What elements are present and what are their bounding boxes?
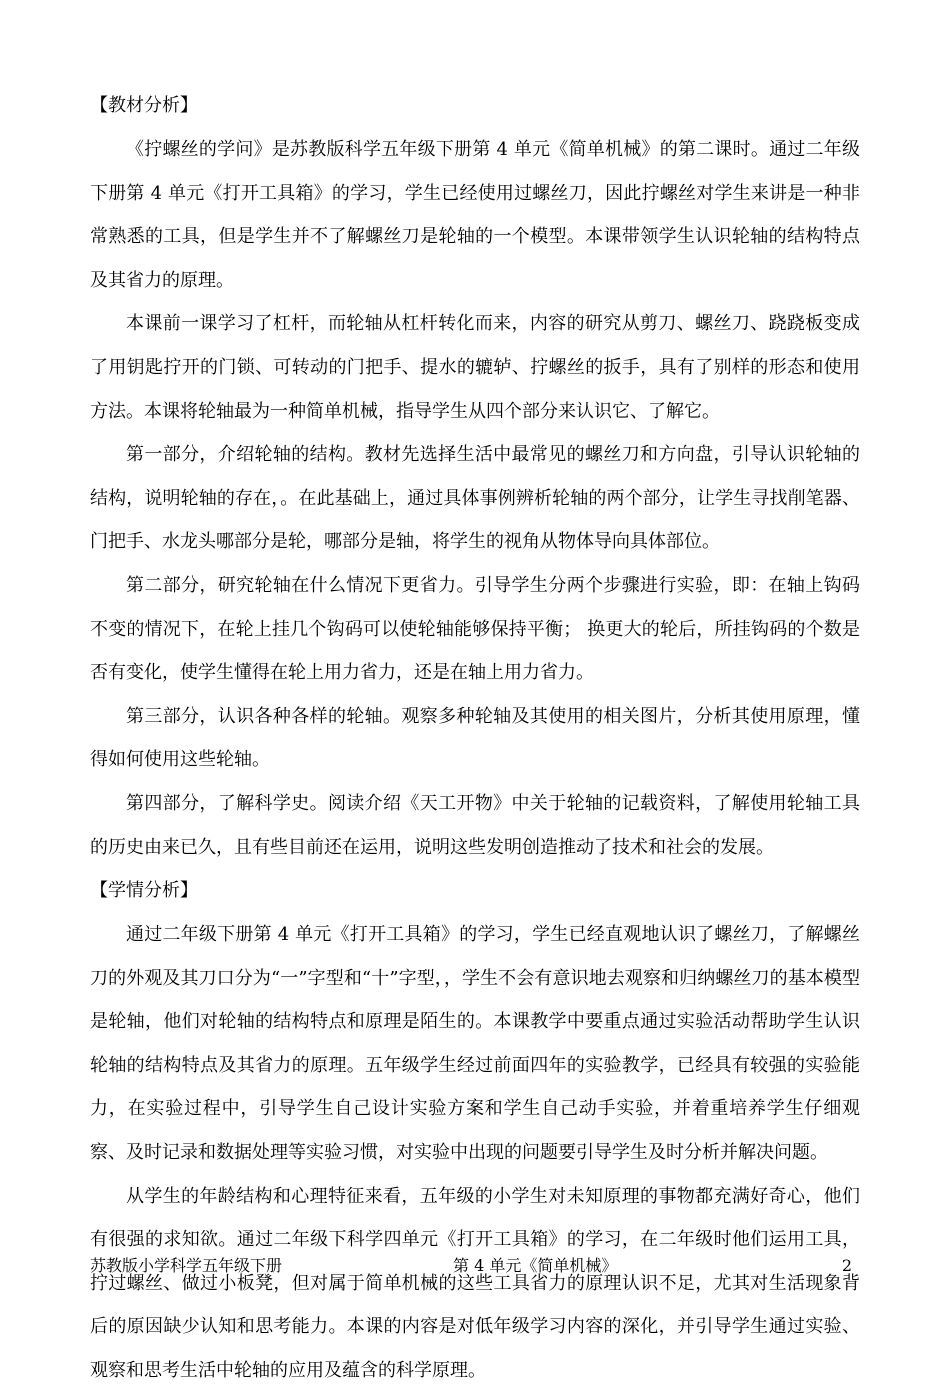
section-heading-student-analysis: 【学情分析】 [90, 880, 198, 902]
paragraph-part-one: 第一部分，介绍轮轴的结构。教材先选择生活中最常见的螺丝刀和方向盘，引导认识轮轴的结构，说明轮轴的存在，。在此基础上，通过具体事例辨析轮轴的两个部分，让学生寻找削笔器、门把手、水龙头哪部分是轮，哪部分是轴，将学生的视角从物体导向具体部位。 [90, 444, 860, 553]
footer-book-title: 苏教版小学科学五年级下册 [90, 1256, 283, 1275]
paragraph-part-two: 第二部分，研究轮轴在什么情况下更省力。引导学生分两个步骤进行实验，即：在轴上钩码不变的情况下，在轮上挂几个钩码可以使轮轴能够保持平衡； 换更大的轮后，所挂钩码的个数是否有变化，使学生懂得在轮上用力省力，还是在轴上用力省力。 [90, 574, 860, 684]
paragraph-part-three: 第三部分，认识各种各样的轮轴。观察多种轮轴及其使用的相关图片，分析其使用原理，懂得如何使用这些轮轴。 [90, 705, 860, 771]
paragraph-previous-lesson: 本课前一课学习了杠杆，而轮轴从杠杆转化而来，内容的研究从剪刀、螺丝刀、跷跷板变成了用钥匙拧开的门锁、可转动的门把手、提水的辘轳、拧螺丝的扳手，具有了别样的形态和使用方法。本课将轮轴最为一种简单机械，指导学生从四个部分来认识它、了解它。 [90, 313, 860, 422]
page-number: 2 [841, 1256, 852, 1275]
paragraph-student-background: 通过二年级下册第 4 单元《打开工具箱》的学习，学生已经直观地认识了螺丝刀，了解螺丝刀的外观及其刀口分为“一”字型和“十”字型，，学生不会有意识地去观察和归纳螺丝刀的基本模型是轮轴，他们对轮轴的结构特点和原理是陌生的。本课教学中要重点通过实验活动帮助学生认识轮轴的结构特点及其省力的原理。五年级学生经过前面四年的实验教学，已经具有较强的实验能力，在实验过程中，引导学生自己设计实验方案和学生自己动手实验，并着重培养学生仔细观察、及时记录和数据处理等实验习惯，对实验中出现的问题要引导学生及时分析并解决问题。 [90, 924, 860, 1164]
document-body [90, 84, 860, 1393]
paragraph-student-psychology: 从学生的年龄结构和心理特征来看，五年级的小学生对未知原理的事物都充满好奇心，他们有很强的求知欲。通过二年级下科学四单元《打开工具箱》的学习，在二年级时他们运用工具，拧过螺丝、做过小板凳，但对属于简单机械的这些工具省力的原理认识不足，尤其对生活现象背后的原因缺少认知和思考能力。本课的内容是对低年级学习内容的深化，并引导学生通过实验、观察和思考生活中轮轴的应用及蕴含的科学原理。 [90, 1185, 860, 1382]
paragraph-part-four: 第四部分，了解科学史。阅读介绍《天工开物》中关于轮轴的记载资料，了解使用轮轴工具的历史由来已久，且有些目前还在运用，说明这些发明创造推动了技术和社会的发展。 [90, 792, 860, 858]
footer-unit-title: 第 4 单元《简单机械》 [453, 1256, 618, 1275]
page-footer [90, 1254, 860, 1278]
paragraph-intro: 《拧螺丝的学问》是苏教版科学五年级下册第 4 单元《简单机械》的第二课时。通过二年级下册第 4 单元《打开工具箱》的学习，学生已经使用过螺丝刀，因此拧螺丝对学生来讲是一种非常熟悉的工具，但是学生并不了解螺丝刀是轮轴的一个模型。本课带领学生认识轮轴的结构特点及其省力的原理。 [90, 139, 860, 291]
section-heading-textbook-analysis: 【教材分析】 [90, 95, 198, 116]
